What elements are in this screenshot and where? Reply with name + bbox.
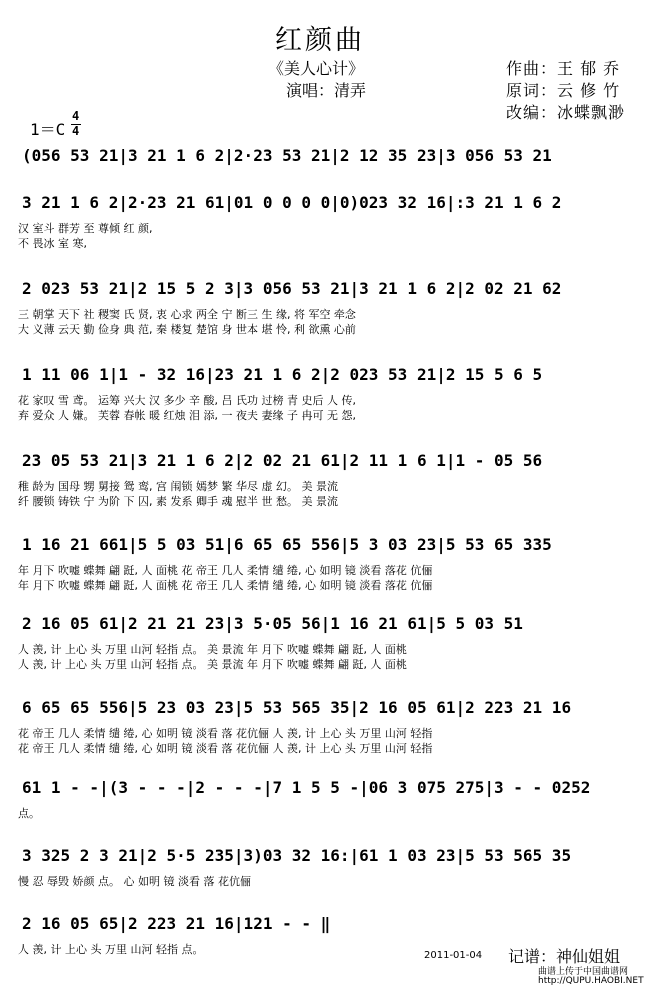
notation-line: 2 16 05 65|2 223 21 16|121 - - ‖: [22, 914, 331, 933]
notation-line: 1 16 21 661|5 5 03 51|6 65 65 556|5 3 03 23|5 53 65 335: [22, 535, 552, 554]
lyric-line: 不 畏冰 室 寒,: [18, 237, 87, 250]
transcriber-credit: 记谱：神仙姐姐: [508, 947, 621, 966]
lyric-line: 大 义薄 云天 勤 俭身 典 范, 秦 楼复 楚馆 身 世本 堪 怜, 利 欲熏 心前: [18, 323, 356, 336]
lyric-line: 纤 腰锁 铸铁 宁 为阶 下 囚, 素 发系 卿手 魂 慰半 世 愁。 美 景流: [18, 495, 338, 508]
lyric-line: 三 朝掌 天下 社 稷窦 氏 贤, 衷 心求 两全 宁 断三 生 缘, 将 军空 牵念: [18, 308, 356, 321]
arranger-credit: 改编：冰蝶飘渺: [506, 103, 626, 122]
lyric-line: 年 月下 吹嘘 蝶舞 翩 跹, 人 面桃 花 帝王 几人 柔情 缱 绻, 心 如明 镜 淡看 落花 伉俪: [18, 564, 433, 577]
lyric-line: 稚 龄为 国母 甥 舅接 鸳 鸾, 宫 闱锁 嫣梦 繁 华尽 虚 幻。 美 景流: [18, 480, 338, 493]
lyric-line: 人 羡, 计 上心 头 万里 山河 轻指 点。 美 景流 年 月下 吹嘘 蝶舞 翩 跹, 人 面桃: [18, 643, 407, 656]
lyric-line: 人 羡, 计 上心 头 万里 山河 轻指 点。 美 景流 年 月下 吹嘘 蝶舞 翩 跹, 人 面桃: [18, 658, 407, 671]
composer-credit: 作曲：王 郁 乔: [506, 59, 621, 78]
singer-credit: 演唱：清弄: [286, 81, 367, 100]
notation-line: 3 325 2 3 21|2 5·5 235|3)03 32 16:|61 1 03 23|5 53 565 35: [22, 846, 572, 865]
watermark-line-1: 曲谱上传于中国曲谱网: [538, 967, 629, 977]
key-signature: 1＝C: [30, 120, 66, 139]
lyric-line: 年 月下 吹嘘 蝶舞 翩 跹, 人 面桃 花 帝王 几人 柔情 缱 绻, 心 如明 镜 淡看 落花 伉俪: [18, 579, 433, 592]
lyric-line: 汉 室斗 群芳 至 尊倾 红 颜,: [18, 222, 153, 235]
lyric-line: 慢 忍 辱毁 娇颜 点。 心 如明 镜 淡看 落 花伉俪: [18, 875, 251, 888]
time-signature-top: 4: [72, 109, 80, 123]
watermark-line-2: http://QUPU.HAOBI.NET: [538, 976, 644, 986]
notation-line: 3 21 1 6 2|2·23 21 61|01 0 0 0 0|0)023 32 16|:3 21 1 6 2: [22, 193, 562, 212]
notation-line: 23 05 53 21|3 21 1 6 2|2 02 21 61|2 11 1 6 1|1 - 05 56: [22, 451, 543, 470]
notation-line: 6 65 65 556|5 23 03 23|5 53 565 35|2 16 05 61|2 223 21 16: [22, 698, 572, 717]
notation-line: 2 16 05 61|2 21 21 23|3 5·05 56|1 16 21 61|5 5 03 51: [22, 614, 523, 633]
drama-source: 《美人心计》: [268, 59, 365, 78]
notation-line: 2 023 53 21|2 15 5 2 3|3 056 53 21|3 21 1 6 2|2 02 21 62: [22, 279, 562, 298]
lyric-line: 人 羡, 计 上心 头 万里 山河 轻指 点。: [18, 943, 204, 956]
lyric-line: 花 帝王 几人 柔情 缱 绻, 心 如明 镜 淡看 落 花伉俪 人 羡, 计 上心 头 万里 山河 轻指: [18, 727, 433, 740]
date-stamp: 2011-01-04: [424, 950, 483, 961]
lyric-line: 弃 爱众 人 嫌。 芙蓉 春帐 暖 红烛 泪 添, 一 夜夫 妻缘 子 冉可 无 怨,: [18, 409, 356, 422]
lyricist-credit: 原词：云 修 竹: [506, 81, 621, 100]
notation-line: 1 11 06 1|1 - 32 16|23 21 1 6 2|2 023 53 21|2 15 5 6 5: [22, 365, 543, 384]
time-signature-bottom: 4: [72, 124, 80, 138]
song-title: 红颜曲: [275, 25, 365, 56]
lyric-line: 花 帝王 几人 柔情 缱 绻, 心 如明 镜 淡看 落 花伉俪 人 羡, 计 上心 头 万里 山河 轻指: [18, 742, 433, 755]
notation-line: (056 53 21|3 21 1 6 2|2·23 53 21|2 12 35 23|3 056 53 21: [22, 146, 552, 165]
notation-line: 61 1 - -|(3 - - -|2 - - -|7 1 5 5 -|06 3 075 275|3 - - 0252: [22, 778, 591, 797]
lyric-line: 花 家叹 雪 鸢。 运筹 兴大 汉 多少 辛 酸, 吕 氏功 过榜 青 史后 人 传,: [18, 394, 356, 407]
lyric-line: 点。: [18, 807, 40, 820]
